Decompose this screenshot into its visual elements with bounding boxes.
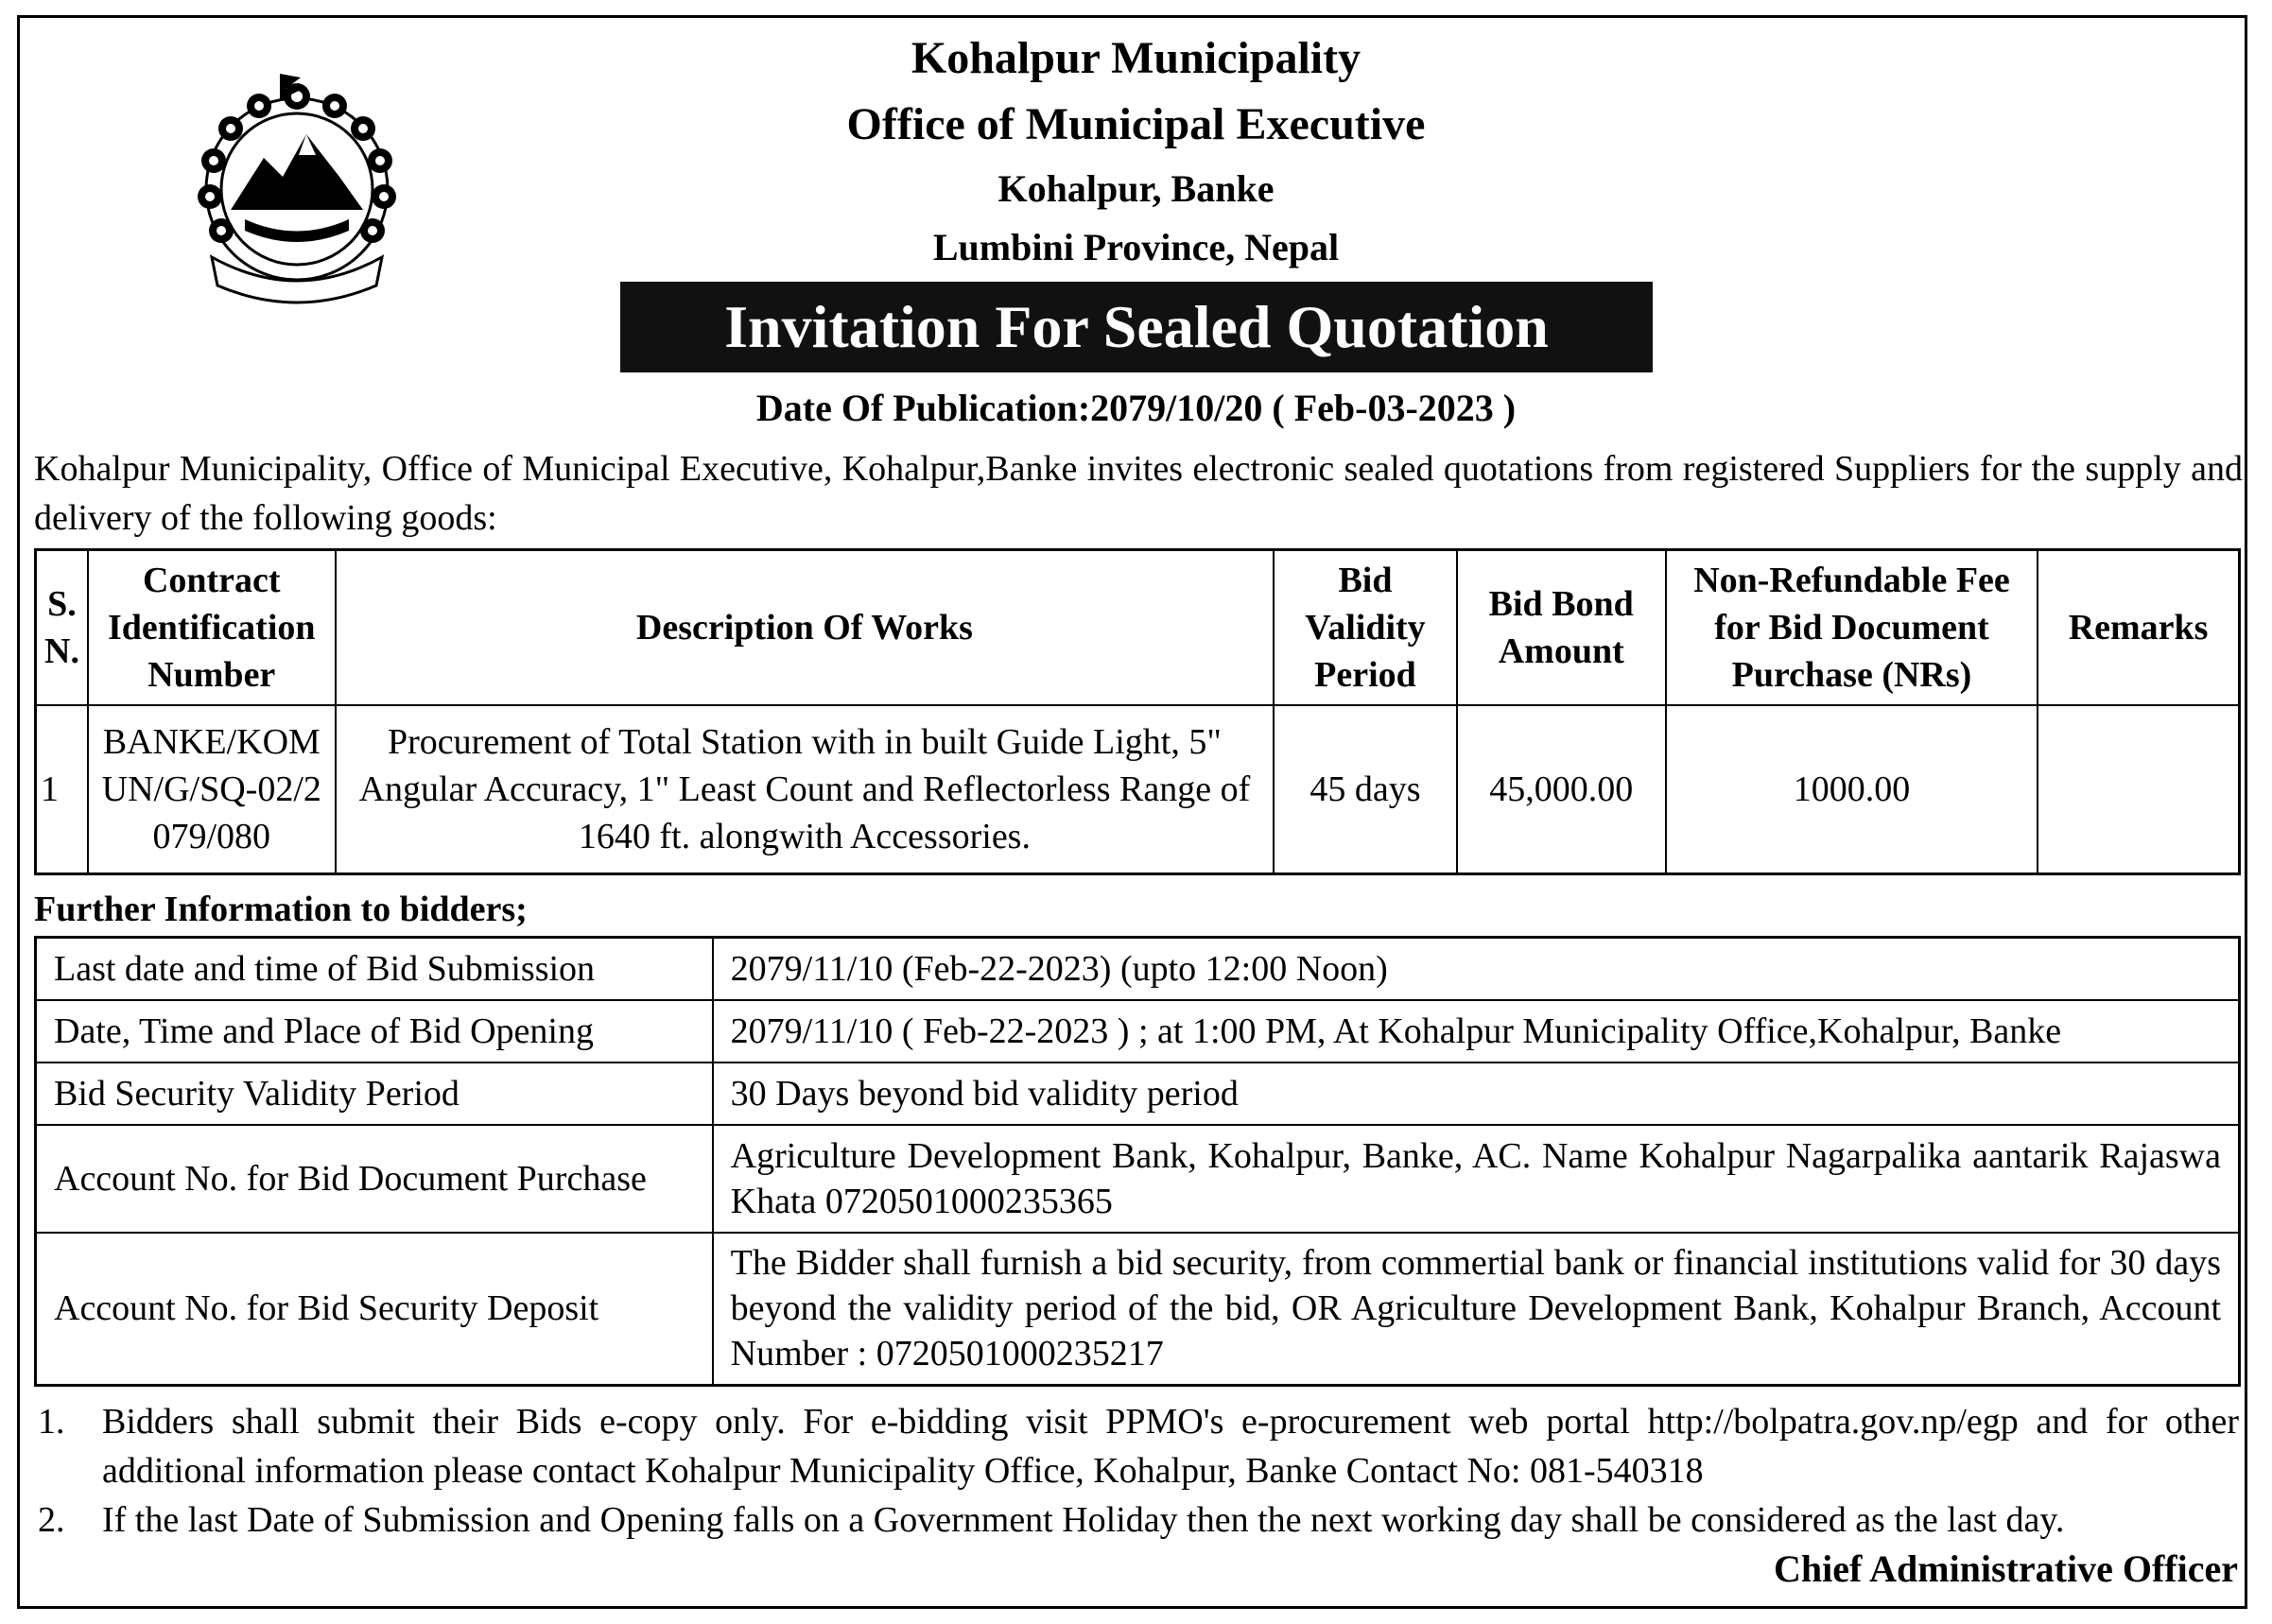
table-row: [36, 1125, 2240, 1233]
info-value: 30 Days beyond bid validity period: [713, 1063, 2240, 1125]
table-row: [36, 705, 2240, 874]
info-value: 2079/11/10 (Feb-22-2023) (upto 12:00 Noon): [713, 938, 2240, 1000]
goods-table: [34, 548, 2241, 875]
note-number: 2.: [38, 1500, 65, 1540]
header-fee: Non-Refundable Fee for Bid Document Purchase (NRs): [1666, 550, 2038, 706]
signatory: Chief Administrative Officer: [1774, 1547, 2238, 1590]
cell-bid-validity: 45 days: [1274, 705, 1456, 874]
info-label: Last date and time of Bid Submission: [36, 938, 713, 1000]
cell-contract-id: BANKE/KOMUN/G/SQ-02/2079/080: [88, 705, 336, 874]
info-table: [34, 936, 2241, 1387]
header-serial: S. N.: [36, 550, 88, 706]
table-row: [36, 1063, 2240, 1125]
list-item: [38, 1495, 2239, 1545]
header-bid-bond: Bid Bond Amount: [1457, 550, 1666, 706]
publication-date: Date Of Publication:2079/10/20 ( Feb-03-2023 ): [755, 387, 1517, 429]
notice-title-banner: [620, 282, 1653, 372]
cell-serial: 1: [36, 705, 88, 874]
header-description: Description Of Works: [336, 550, 1275, 706]
header-bid-validity: Bid Validity Period: [1274, 550, 1456, 706]
header-remarks: Remarks: [2038, 550, 2239, 706]
table-header-row: [36, 550, 2240, 706]
info-value: 2079/11/10 ( Feb-22-2023 ) ; at 1:00 PM, At Kohalpur Municipality Office,Kohalpur, Banke: [713, 1000, 2240, 1063]
list-item: [38, 1397, 2239, 1495]
table-row: [36, 1000, 2240, 1063]
office-province: Lumbini Province, Nepal: [932, 226, 1340, 268]
notes-list: [38, 1397, 2239, 1545]
note-number: 1.: [38, 1402, 65, 1442]
table-row: [36, 1233, 2240, 1386]
notice-title: Invitation For Sealed Quotation: [724, 293, 1549, 360]
info-label: Date, Time and Place of Bid Opening: [36, 1000, 713, 1063]
cell-fee: 1000.00: [1666, 705, 2038, 874]
cell-remarks: [2038, 705, 2239, 874]
info-value: The Bidder shall furnish a bid security, from commertial bank or financial institutions valid for 30 days beyond the validity period of the bid, OR Agriculture Development Bank, Kohalpur Branch, Account Number : 0720501000235217: [713, 1233, 2240, 1386]
office-name: Office of Municipal Executive: [846, 99, 1426, 149]
info-label: Account No. for Bid Document Purchase: [36, 1125, 713, 1233]
table-row: [36, 938, 2240, 1000]
intro-paragraph: Kohalpur Municipality, Office of Municipal Executive, Kohalpur,Banke invites electronic sealed quotations from registered Suppliers for the supply and delivery of the following goods:: [34, 449, 2243, 538]
info-label: Account No. for Bid Security Deposit: [36, 1233, 713, 1386]
info-value: Agriculture Development Bank, Kohalpur, Banke, AC. Name Kohalpur Nagarpalika aantarik Rajaswa Khata 0720501000235365: [713, 1125, 2240, 1233]
organization-name: Kohalpur Municipality: [911, 33, 1361, 83]
info-label: Bid Security Validity Period: [36, 1063, 713, 1125]
further-info-heading: Further Information to bidders;: [34, 890, 528, 929]
note-text: If the last Date of Submission and Opening falls on a Government Holiday then the next working day shall be considered as the last day.: [102, 1500, 2065, 1540]
office-location: Kohalpur, Banke: [997, 167, 1275, 210]
cell-description: Procurement of Total Station with in built Guide Light, 5" Angular Accuracy, 1" Least Count and Reflectorless Range of 1640 ft. alongwith Accessories.: [336, 705, 1275, 874]
header-contract-id: Contract Identification Number: [88, 550, 336, 706]
cell-bid-bond: 45,000.00: [1457, 705, 1666, 874]
note-text: Bidders shall submit their Bids e-copy only. For e-bidding visit PPMO's e-procurement web portal http://bolpatra.gov.np/egp and for other additional information please contact Kohalpur Municipality Office, Kohalpur, Banke Contact No: 081-540318: [102, 1402, 2239, 1491]
